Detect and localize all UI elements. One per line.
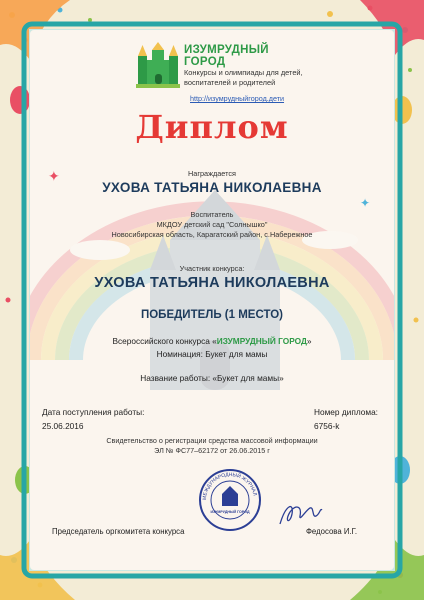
awardee-location: Новосибирская область, Карагатский район, с.Набережное (111, 230, 313, 239)
contest-suffix: » (306, 336, 312, 346)
logo-castle (136, 42, 180, 93)
contest-line (30, 335, 394, 347)
logo-text (184, 44, 374, 87)
logo-subtitle-line1: Конкурсы и олимпиады для детей, (184, 68, 303, 77)
stamp-castle-icon (222, 486, 238, 506)
awardee-position: Воспитатель (190, 210, 234, 219)
nomination: Номинация: Букет для мамы (156, 349, 268, 359)
diploma-number-label: Номер диплома: (314, 407, 378, 417)
official-stamp (198, 468, 262, 532)
contest-name: ИЗУМРУДНЫЙ ГОРОД (216, 336, 307, 346)
diploma-number-value: 6756-k (314, 421, 340, 431)
logo-subtitle-line2: воспитателей и родителей (184, 77, 276, 87)
website-link[interactable]: http://изумрудныйгород.дети (190, 94, 285, 103)
diploma-sheet (30, 30, 394, 570)
logo-title-line2: ГОРОД (184, 56, 226, 68)
awardee-name: УХОВА ТАТЬЯНА НИКОЛАЕВНА (102, 180, 322, 195)
participant-label: Участник конкурса: (179, 264, 245, 273)
star-icon: ✦ (360, 196, 371, 210)
result-place: ПОБЕДИТЕЛЬ (1 МЕСТО) (140, 309, 284, 321)
chair-label: Председатель оргкомитета конкурса (52, 527, 185, 536)
awarded-label: Награждается (188, 169, 236, 178)
castle-icon (136, 42, 180, 88)
stamp-ring-text: МЕЖДУНАРОДНЫЙ ЖУРНАЛ (201, 471, 258, 501)
participant-name: УХОВА ТАТЬЯНА НИКОЛАЕВНА (94, 275, 330, 291)
chair-name: Федосова И.Г. (306, 527, 358, 536)
logo-title-line1: ИЗУМРУДНЫЙ (184, 44, 269, 56)
awardee-organization: МКДОУ детский сад "Солнышко" (156, 220, 268, 229)
work-title: Название работы: «Букет для мамы» (140, 373, 284, 383)
stamp-center-text: ИЗУМРУДНЫЙ ГОРОД (210, 510, 250, 514)
date-label: Дата поступления работы: (42, 407, 145, 417)
registration-line1: Свидетельство о регистрации средства массовой информации (106, 436, 318, 445)
star-icon: ✦ (48, 168, 60, 184)
date-value: 25.06.2016 (42, 421, 84, 431)
diploma-title: Диплом (135, 108, 289, 146)
contest-prefix: Всероссийского конкурса « (112, 336, 217, 346)
registration-line2: ЭЛ № ФС77–62172 от 26.06.2015 г (154, 446, 270, 455)
